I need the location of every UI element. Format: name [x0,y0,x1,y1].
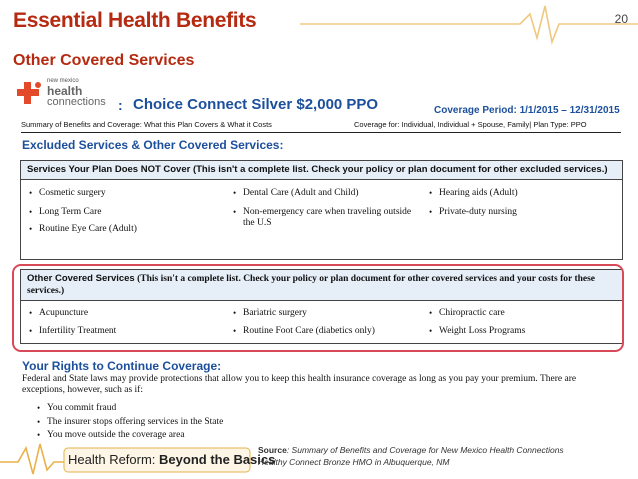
list-item: • Cosmetic surgery [29,188,106,198]
list-item: • Infertility Treatment [29,326,117,336]
source-line2: Healthy Connect Bronze HMO in Albuquerque, NM [258,457,450,467]
sbc-document-excerpt [11,76,625,441]
footer-brand [68,452,275,467]
list-item: • You move outside the coverage area [37,430,185,440]
highlight-box [12,264,624,352]
rights-paragraph: Federal and State laws may provide protections that allow you to keep this health insurance coverage as long as you pay your premium. There are exceptions, however, such as if: [22,374,577,395]
logo-text-line3: connections [47,96,106,108]
rights-heading: Your Rights to Continue Coverage: [22,359,222,373]
list-item: • Chiropractic care [429,308,505,318]
nmhc-logo [13,76,123,112]
list-item: • Routine Eye Care (Adult) [29,224,137,234]
list-item: • You commit fraud [37,403,117,413]
page-number: 20 [614,12,628,26]
list-item: • Private-duty nursing [429,207,517,217]
list-item: • Dental Care (Adult and Child) [233,188,359,198]
list-item: • Non-emergency care when traveling outside the U.S [233,207,412,228]
logo-dot [35,82,41,88]
list-item: • Long Term Care [29,207,102,217]
list-item: • Hearing aids (Adult) [429,188,518,198]
slide-title: Essential Health Benefits [13,9,257,32]
coverage-period: Coverage Period: 1/1/2015 – 12/31/2015 [434,105,620,116]
source-label: Source [258,445,287,455]
logo-text-line2: health [47,84,83,98]
list-item: • Weight Loss Programs [429,326,526,336]
plan-colon: : [118,97,123,113]
sbc-summary-label: Summary of Benefits and Coverage: What this Plan Covers & What it Costs [21,120,272,129]
other-covered-header-title: Other Covered Services [27,273,135,284]
list-item: • The insurer stops offering services in the State [37,417,224,427]
slide-subtitle: Other Covered Services [13,52,195,69]
footer-brand-prefix: Health Reform: [68,452,160,467]
sbc-coverage-for: Coverage for: Individual, Individual + Spouse, Family| Plan Type: PPO [354,120,587,129]
list-item: • Bariatric surgery [233,308,307,318]
excluded-services-table [20,160,623,260]
list-item: • Routine Foot Care (diabetics only) [233,326,375,336]
plan-name: Choice Connect Silver $2,000 PPO [133,96,379,113]
logo-cross-vertical [24,82,31,104]
sbc-bar [21,119,621,133]
list-item: • Acupuncture [29,308,89,318]
other-covered-header-note: (This isn't a complete list. Check your policy or plan document for other covered services and your costs for these services.) [27,274,596,296]
footer-brand-bold: Beyond the Basics [159,452,276,467]
logo-text-line1: new mexico [47,78,79,84]
source-citation [258,444,564,468]
excluded-table-header: Services Your Plan Does NOT Cover (This isn't a complete list. Check your policy or plan document for other excluded services.) [21,161,622,180]
excluded-services-heading: Excluded Services & Other Covered Services: [22,138,284,152]
source-line1: : Summary of Benefits and Coverage for New Mexico Health Connections [286,445,564,455]
